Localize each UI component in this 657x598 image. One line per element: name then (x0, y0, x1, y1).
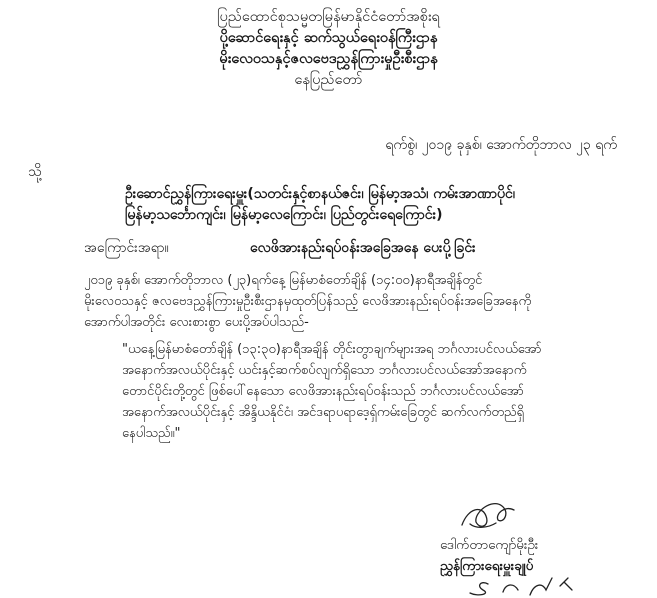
body-line-3: အောက်ပါအတိုင်း လေးစားစွာ ပေးပို့အပ်ပါသည်- (84, 315, 309, 330)
quote-line-2: အနောက်အလယ်ပိုင်းနှင့် ယင်းနှင့်ဆက်စပ်လျက်ရှိသော ဘင်္ဂလားပင်လယ်အော်အနောက် (122, 363, 527, 378)
letter-date: ရက်စွဲ၊ ၂၀၁၉ ခုနှစ်၊ အောက်တိုဘာလ ၂၃ ရက် (385, 137, 617, 153)
recipient-line-2: မြန်မာ့သင်္ဘောကျင်း၊ မြန်မာ့လေကြောင်း၊ ပြည်တွင်းရေကြောင်း) (125, 207, 443, 223)
subject-label: အကြောင်းအရာ။ (84, 240, 169, 256)
quote-line-3: တောင်ပိုင်းတို့တွင် ဖြစ်ပေါ်နေသော လေဖိအားနည်းရပ်ဝန်းသည် ဘင်္ဂလားပင်လယ်အော် (122, 384, 524, 399)
header-department: မိုးလေဝသနှင့်ဇလဗေဒညွှန်ကြားမှုဦးစီးဌာန (219, 51, 438, 67)
body-line-1: ၂၀၁၉ ခုနှစ်၊ အောက်တိုဘာလ (၂၃)ရက်နေ့ မြန်မာစံတော်ချိန် (၁၄:၀၀)နာရီအချိန်တွင် (84, 273, 483, 288)
quote-line-4: အနောက်အလယ်ပိုင်းနှင့် အိန္ဒိယနိုင်ငံ၊ အင်ဒရာပရာဒေ့ရှ်ကမ်းခြေတွင် ဆက်လက်တည်ရှိ (122, 405, 525, 420)
recipient-line-1: ဦးဆောင်ညွှန်ကြားရေးမှူး(သတင်းနှင့်စာနယ်ဇင်း၊ မြန်မာ့အသံ၊ ကမ်းအာဏာပိုင်၊ (125, 186, 515, 202)
quote-line-1: "ယနေ့မြန်မာစံတော်ချိန် (၁၃:၃၀)နာရီအချိန် တိုင်းတွာချက်များအရ ဘင်္ဂလားပင်လယ်အော် (122, 342, 542, 357)
recipient-to-label: သို့ (28, 164, 42, 180)
quote-line-5: နေပါသည်။" (122, 426, 181, 441)
header-city: နေပြည်တော် (294, 72, 363, 88)
body-line-2: မိုးလေဝသနှင့် ဇလဗေဒညွှန်ကြားမှုဦးစီးဌာနမှထုတ်ပြန်သည့် လေဖိအားနည်းရပ်ဝန်းအခြေအနေကို (84, 294, 532, 309)
header-government: ပြည်ထောင်စုသမ္မတမြန်မာနိုင်ငံတော်အစိုးရ (217, 9, 440, 25)
signatory-name: ဒေါက်တာကျော်မိုးဦး (440, 537, 539, 553)
subject-text: လေဖိအားနည်းရပ်ဝန်းအခြေအနေ ပေးပို့ခြင်း (250, 240, 476, 256)
signatory-title: ညွှန်ကြားရေးမှူးချုပ် (440, 558, 534, 574)
header-ministry: ပို့ဆောင်ရေးနှင့် ဆက်သွယ်ရေးဝန်ကြီးဌာန (219, 30, 438, 46)
